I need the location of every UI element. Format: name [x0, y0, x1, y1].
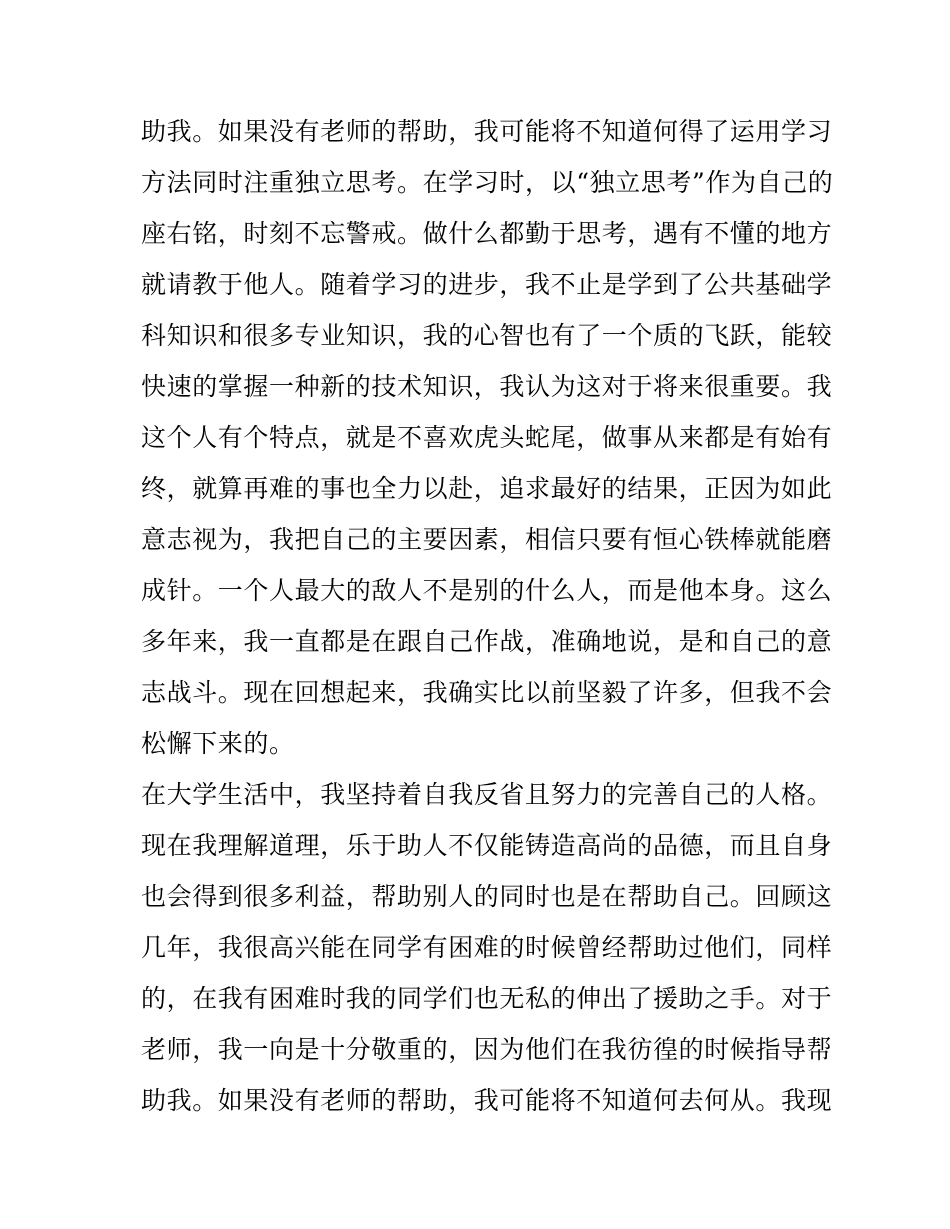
- text-line: 座右铭，时刻不忘警戒。做什么都勤于思考，遇有不懂的地方: [141, 219, 833, 248]
- text-line: 就请教于他人。随着学习的进步，我不止是学到了公共基础学: [141, 270, 833, 299]
- text-line: 志战斗。现在回想起来，我确实比以前坚毅了许多，但我不会: [141, 678, 833, 707]
- text-line: 现在我理解道理，乐于助人不仅能铸造高尚的品德，而且自身: [141, 831, 833, 860]
- text-line: 快速的掌握一种新的技术知识，我认为这对于将来很重要。我: [141, 372, 833, 401]
- text-line: 多年来，我一直都是在跟自己作战，准确地说，是和自己的意: [141, 627, 833, 656]
- text-line: 的，在我有困难时我的同学们也无私的伸出了援助之手。对于: [141, 984, 833, 1013]
- text-line: 几年，我很高兴能在同学有困难的时候曾经帮助过他们，同样: [141, 933, 833, 962]
- text-line: 老师，我一向是十分敬重的，因为他们在我彷徨的时候指导帮: [141, 1035, 833, 1064]
- text-line: 终，就算再难的事也全力以赴，追求最好的结果，正因为如此: [141, 474, 833, 503]
- text-line: 助我。如果没有老师的帮助，我可能将不知道何去何从。我现: [141, 1086, 833, 1115]
- text-line: 科知识和很多专业知识，我的心智也有了一个质的飞跃，能较: [141, 321, 833, 350]
- text-line: 意志视为，我把自己的主要因素，相信只要有恒心铁棒就能磨: [141, 525, 833, 554]
- text-line: 在大学生活中，我坚持着自我反省且努力的完善自己的人格。: [141, 780, 833, 809]
- text-line: 这个人有个特点，就是不喜欢虎头蛇尾，做事从来都是有始有: [141, 423, 833, 452]
- text-line: 助我。如果没有老师的帮助，我可能将不知道何得了运用学习: [141, 117, 833, 146]
- text-line: 方法同时注重独立思考。在学习时，以“独立思考”作为自己的: [141, 168, 834, 197]
- body-text: [141, 106, 834, 1126]
- text-line: 成针。一个人最大的敌人不是别的什么人，而是他本身。这么: [141, 576, 833, 605]
- text-line: 也会得到很多利益，帮助别人的同时也是在帮助自己。回顾这: [141, 882, 833, 911]
- text-line: 松懈下来的。: [141, 729, 295, 758]
